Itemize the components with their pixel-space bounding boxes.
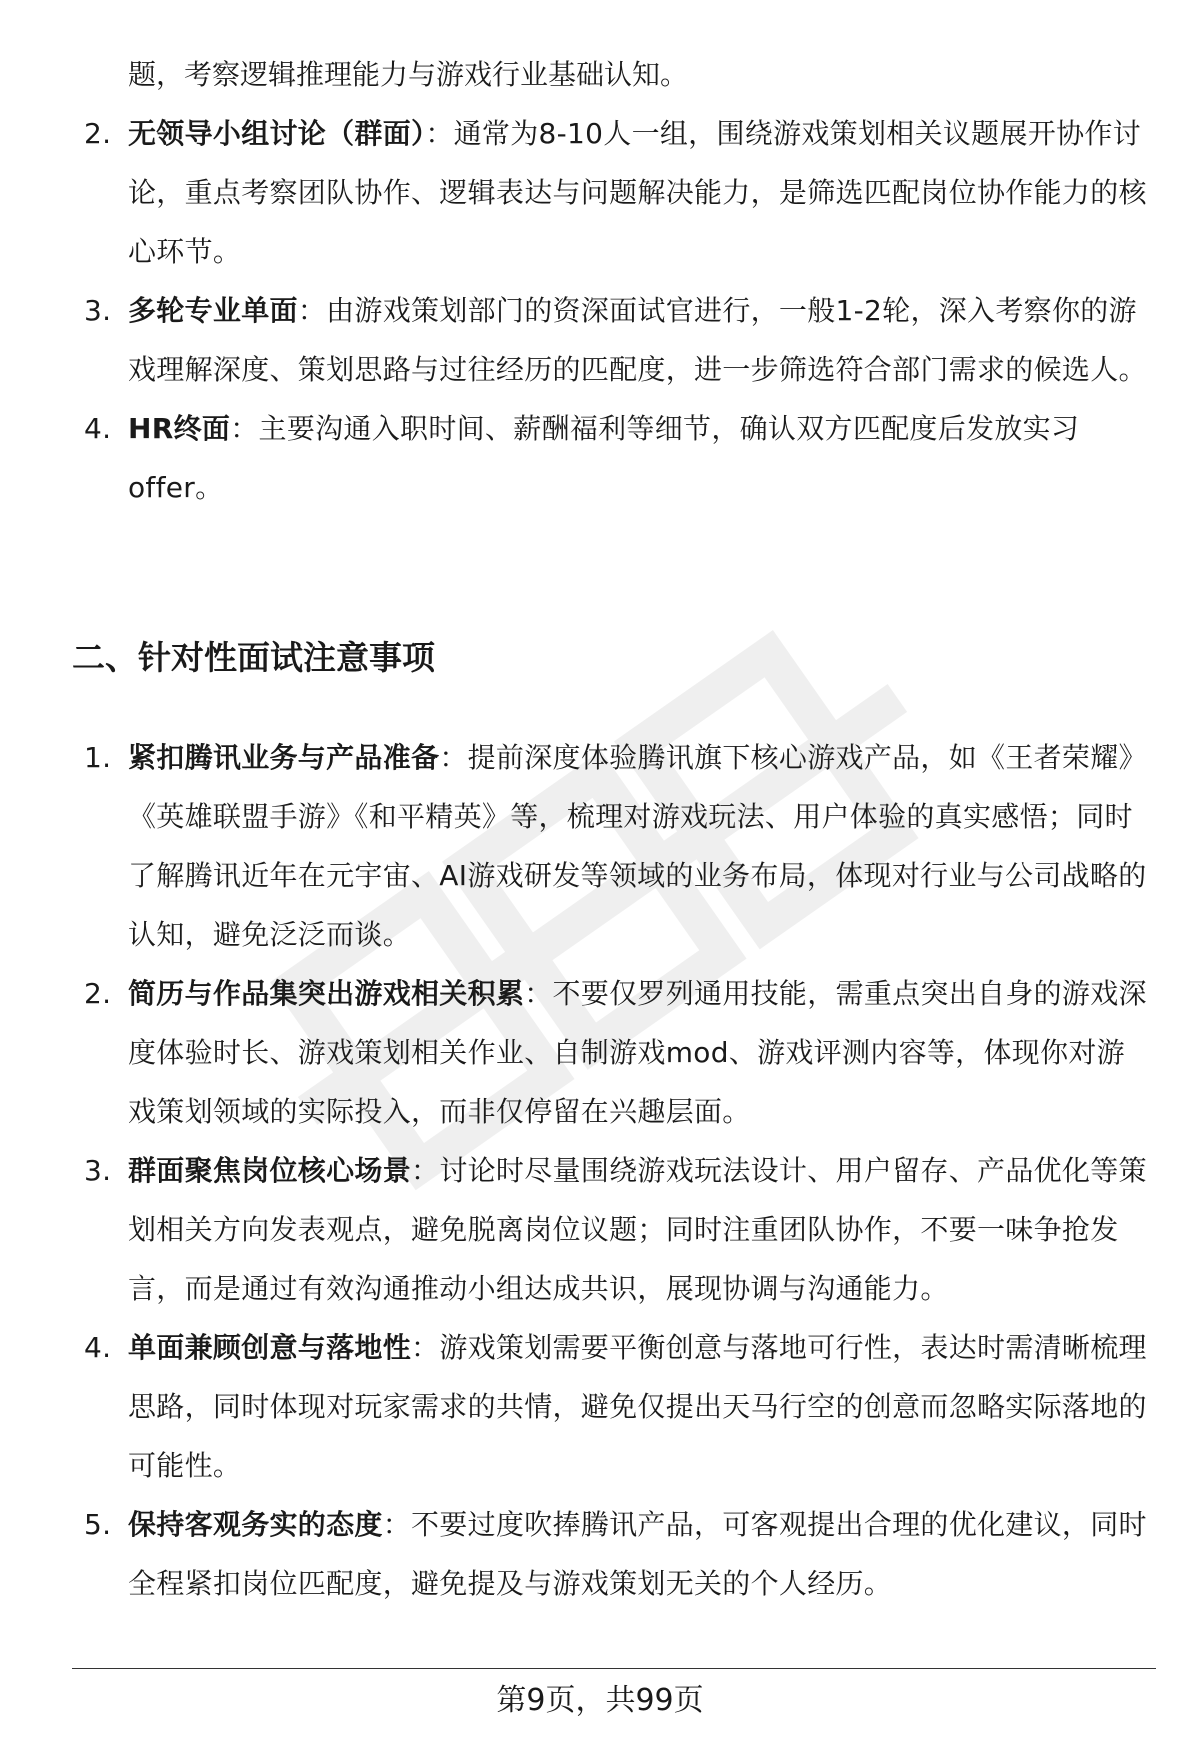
item-title: 无领导小组讨论（群面） xyxy=(128,117,426,150)
item-text: 不要过度吹捧腾讯产品，可客观提出合理的优化建议，同时全程紧扣岗位匹配度，避免提及与游戏策划无关的个人经历。 xyxy=(128,1508,1147,1600)
continuation-text: 题，考察逻辑推理能力与游戏行业基础认知。 xyxy=(128,58,689,91)
item-text: 不要仅罗列通用技能，需重点突出自身的游戏深度体验时长、游戏策划相关作业、自制游戏mod、游戏评测内容等，体现你对游戏策划领域的实际投入，而非仅停留在兴趣层面。 xyxy=(128,977,1147,1128)
item-title: HR终面 xyxy=(128,412,231,445)
footer-divider xyxy=(72,1668,1156,1669)
tips-list xyxy=(0,728,1200,1613)
item-separator: ： xyxy=(382,1508,412,1541)
list-item xyxy=(0,399,1200,517)
page-number: 第9页，共99页 xyxy=(496,1683,704,1718)
section-heading: 二、针对性面试注意事项 xyxy=(72,638,435,677)
list-number: 2. xyxy=(84,117,112,150)
item-separator: ： xyxy=(411,1331,440,1364)
list-item xyxy=(0,104,1200,281)
item-separator: ： xyxy=(524,977,553,1010)
list-number: 1. xyxy=(84,741,112,774)
item-separator: ： xyxy=(230,412,259,445)
list-item xyxy=(0,281,1200,399)
item-title: 紧扣腾讯业务与产品准备 xyxy=(128,741,440,774)
list-number: 3. xyxy=(84,294,112,327)
list-number: 3. xyxy=(84,1154,112,1187)
list-number: 4. xyxy=(84,412,112,445)
item-title: 群面聚焦岗位核心场景 xyxy=(128,1154,412,1187)
item-text: 由游戏策划部门的资深面试官进行，一般1-2轮，深入考察你的游戏理解深度、策划思路与过往经历的匹配度，进一步筛选符合部门需求的候选人。 xyxy=(128,294,1147,386)
item-title: 简历与作品集突出游戏相关积累 xyxy=(128,977,525,1010)
item-text: 主要沟通入职时间、薪酬福利等细节，确认双方匹配度后发放实习offer。 xyxy=(128,412,1080,504)
item-text: 游戏策划需要平衡创意与落地可行性，表达时需清晰梳理思路，同时体现对玩家需求的共情，避免仅提出天马行空的创意而忽略实际落地的可能性。 xyxy=(128,1331,1147,1482)
item-text: 讨论时尽量围绕游戏玩法设计、用户留存、产品优化等策划相关方向发表观点，避免脱离岗位议题；同时注重团队协作，不要一味争抢发言，而是通过有效沟通推动小组达成共识，展现协调与沟通能力。 xyxy=(128,1154,1147,1305)
item-text: 提前深度体验腾讯旗下核心游戏产品，如《王者荣耀》《英雄联盟手游》《和平精英》等，梳理对游戏玩法、用户体验的真实感悟；同时了解腾讯近年在元宇宙、AI游戏研发等领域的业务布局，体现对行业与公司战略的认知，避免泛泛而谈。 xyxy=(128,741,1147,951)
item-title: 保持客观务实的态度 xyxy=(128,1508,383,1541)
list-number: 2. xyxy=(84,977,112,1010)
list-item xyxy=(0,1318,1200,1495)
continuation-block xyxy=(0,45,1200,104)
item-title: 多轮专业单面 xyxy=(128,294,298,327)
item-separator: ： xyxy=(297,294,327,327)
item-separator: ： xyxy=(425,117,454,150)
item-title: 单面兼顾创意与落地性 xyxy=(128,1331,412,1364)
list-item xyxy=(0,964,1200,1141)
item-text: 通常为8-10人一组，围绕游戏策划相关议题展开协作讨论，重点考察团队协作、逻辑表达与问题解决能力，是筛选匹配岗位协作能力的核心环节。 xyxy=(128,117,1147,268)
item-separator: ： xyxy=(439,741,468,774)
list-item xyxy=(0,1141,1200,1318)
list-number: 4. xyxy=(84,1331,112,1364)
item-separator: ： xyxy=(411,1154,440,1187)
list-number: 5. xyxy=(84,1508,112,1541)
process-list xyxy=(0,104,1200,517)
list-item xyxy=(0,1495,1200,1613)
list-item xyxy=(0,728,1200,964)
